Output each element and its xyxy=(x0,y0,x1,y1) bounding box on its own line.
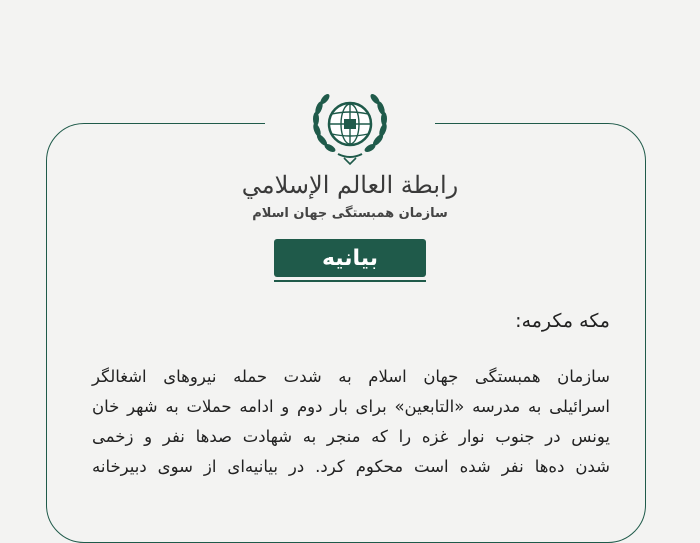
statement-title xyxy=(274,239,426,277)
statement-title-text: بیانیه xyxy=(321,245,379,271)
organization-name-persian: سازمان همبستگی جهان اسلام xyxy=(252,206,448,221)
body-line: یونس در جنوب نوار غزه را که منجر به شهادت صدها نفر و زخمی xyxy=(92,427,610,446)
salutation: مکه مکرمه: xyxy=(515,310,610,332)
body-line: شدن ده‌ها نفر شده است محکوم کرد. در بیانیه‌ای از سوی دبیرخانه xyxy=(92,457,610,476)
body-line: اسرائیلی به مدرسه «التابعین» برای بار دوم و ادامه حملات به شهر خان xyxy=(92,397,610,416)
globe-wreath-logo xyxy=(308,88,392,166)
organization-name-arabic: رابطة العالم الإسلامي xyxy=(241,171,459,199)
statement-body xyxy=(92,362,610,482)
body-line: سازمان همبستگی جهان اسلام به شدت حمله نیروهای اشغالگر xyxy=(92,367,610,386)
